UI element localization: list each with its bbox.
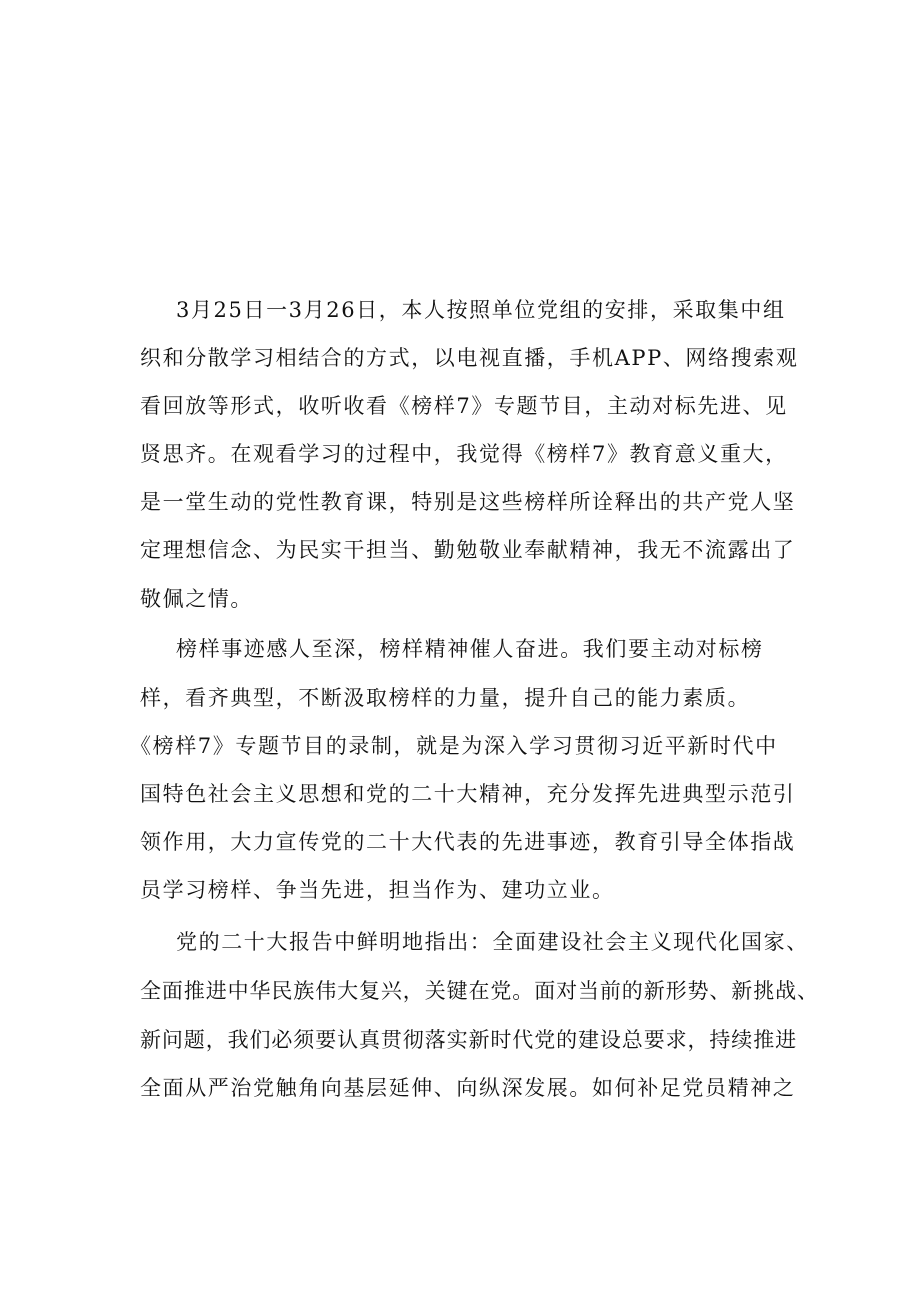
- paragraph-1-line-3: 看回放等形式，收听收看《榜样7》专题节目，主动对标先进、见: [140, 394, 788, 418]
- paragraph-1-line-6: 定理想信念、为民实干担当、勤勉敬业奉献精神，我无不流露出了: [140, 538, 796, 562]
- paragraph-3-line-2: 全面推进中华民族伟大复兴，关键在党。面对当前的新形势、新挑战、: [140, 979, 819, 1003]
- paragraph-2-line-6: 员学习榜样、争当先进，担当作为、建功立业。: [140, 878, 615, 902]
- paragraph-1-line-7: 敬佩之情。: [140, 587, 253, 611]
- paragraph-3-line-3: 新问题，我们必须要认真贯彻落实新时代党的建设总要求，持续推进: [140, 1028, 797, 1052]
- paragraph-1-line-2: 织和分散学习相结合的方式，以电视直播，手机APP、网络搜索观: [140, 346, 799, 370]
- paragraph-1-line-5: 是一堂生动的党性教育课，特别是这些榜样所诠释出的共产党人坚: [140, 490, 796, 514]
- paragraph-2-line-2: 样，看齐典型，不断汲取榜样的力量，提升自己的能力素质。: [140, 686, 751, 710]
- paragraph-1-line-1: 3月25日一3月26日，本人按照单位党组的安排，采取集中组: [176, 298, 786, 322]
- paragraph-2-line-3: 《榜样7》专题节目的录制，就是为深入学习贯彻习近平新时代中: [130, 734, 778, 758]
- paragraph-2-line-1: 榜样事迹感人至深，榜样精神催人奋进。我们要主动对标榜: [176, 637, 764, 661]
- paragraph-3-line-4: 全面从严治党触角向基层延伸、向纵深发展。如何补足党员精神之: [140, 1076, 796, 1100]
- paragraph-1-line-4: 贤思齐。在观看学习的过程中，我觉得《榜样7》教育意义重大，: [140, 442, 788, 466]
- paragraph-2-line-4: 国特色社会主义思想和党的二十大精神，充分发挥先进典型示范引: [140, 782, 796, 806]
- paragraph-2-line-5: 领作用，大力宣传党的二十大代表的先进事迹，教育引导全体指战: [140, 830, 796, 854]
- paragraph-3-line-1: 党的二十大报告中鲜明地指出：全面建设社会主义现代化国家、: [176, 930, 809, 954]
